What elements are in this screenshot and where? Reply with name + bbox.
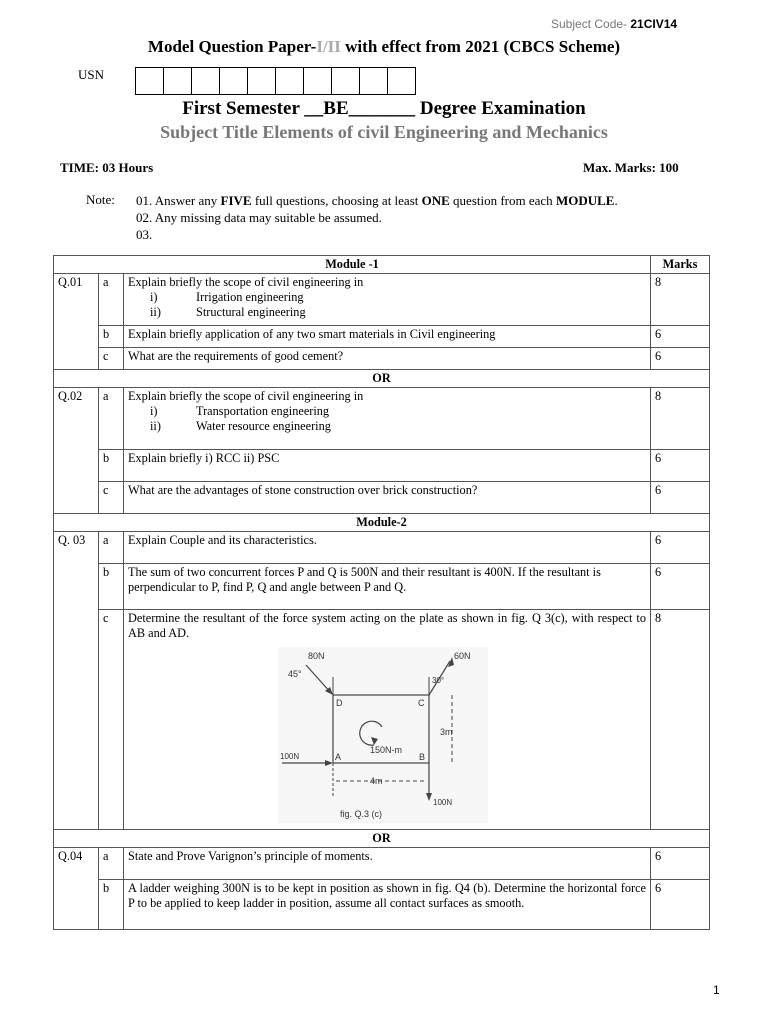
force-system-figure <box>278 647 488 823</box>
sub-item: ii) Structural engineering <box>150 305 306 319</box>
force-label: 100N <box>433 798 453 807</box>
marks-value: 6 <box>651 564 710 610</box>
table-row <box>54 532 710 564</box>
sub-item: i) Transportation engineering <box>150 404 330 418</box>
part-label: a <box>99 848 124 880</box>
usn-box[interactable] <box>332 68 360 94</box>
question-text: A ladder weighing 300N is to be kept in position as shown in fig. Q4 (b). Determine the horizontal force P to be applied to keep ladder in position, assume all contact surfaces as smooth. <box>124 880 651 930</box>
note-line-1: 01. Answer any FIVE full questions, choosing at least ONE question from each MODULE. <box>136 193 618 208</box>
marks-value: 8 <box>651 274 710 326</box>
module-2-heading: Module-2 <box>54 514 710 532</box>
marks-value: 6 <box>651 450 710 482</box>
question-text: The sum of two concurrent forces P and Q is 500N and their resultant is 400N. If the resultant is perpendicular to P, find P, Q and angle between P and Q. <box>124 564 651 610</box>
table-row <box>54 274 710 326</box>
marks-header: Marks <box>651 256 710 274</box>
dimension-label: 4m <box>370 776 383 786</box>
max-marks: Max. Marks: 100 <box>583 160 679 175</box>
table-row <box>54 482 710 514</box>
paper-title: Model Question Paper-I/II with effect from 2021 (CBCS Scheme) <box>147 37 621 56</box>
question-text: Explain briefly i) RCC ii) PSC <box>124 450 651 482</box>
marks-value: 6 <box>651 348 710 370</box>
corner-label: B <box>419 752 426 762</box>
table-row <box>54 610 710 830</box>
question-number: Q.02 <box>54 388 99 514</box>
part-label: b <box>99 564 124 610</box>
usn-label: USN <box>78 67 105 82</box>
or-divider: OR <box>54 830 710 848</box>
or-divider: OR <box>54 370 710 388</box>
marks-value: 8 <box>651 610 710 830</box>
figure-caption: fig. Q.3 (c) <box>340 809 383 819</box>
module-1-heading: Module -1 <box>54 256 651 274</box>
usn-boxes[interactable] <box>135 67 416 95</box>
marks-value: 6 <box>651 532 710 564</box>
question-line: Determine the resultant of the force system acting on the plate as shown in fig. Q 3(c), with respect to AB and AD. <box>128 611 646 640</box>
marks-value: 6 <box>651 326 710 348</box>
usn-box[interactable] <box>360 68 388 94</box>
question-text: Explain briefly application of any two smart materials in Civil engineering <box>124 326 651 348</box>
question-text <box>124 610 651 830</box>
usn-box[interactable] <box>136 68 164 94</box>
table-row <box>54 564 710 610</box>
figure-background <box>278 647 488 823</box>
part-label: a <box>99 532 124 564</box>
question-number: Q.04 <box>54 848 99 930</box>
part-label: c <box>99 610 124 830</box>
page-number: 1 <box>713 983 720 997</box>
note-lines <box>136 192 618 243</box>
dimension-label: 3m <box>440 727 453 737</box>
note-line-3: 03. <box>136 227 153 242</box>
usn-box[interactable] <box>164 68 192 94</box>
note-line-2: 02. Any missing data may suitable be assumed. <box>136 210 382 225</box>
question-text: What are the advantages of stone construction over brick construction? <box>124 482 651 514</box>
table-row <box>54 326 710 348</box>
subject-title: Subject Title Elements of civil Engineering and Mechanics <box>160 122 608 142</box>
part-label: b <box>99 880 124 930</box>
table-row <box>54 848 710 880</box>
note-label: Note: <box>86 192 115 207</box>
question-text <box>124 274 651 326</box>
question-text: What are the requirements of good cement? <box>124 348 651 370</box>
angle-label: 45° <box>288 669 302 679</box>
table-row <box>54 450 710 482</box>
sub-item: i) Irrigation engineering <box>150 290 304 304</box>
angle-label: 30° <box>432 676 445 685</box>
part-label: a <box>99 388 124 450</box>
question-text <box>124 388 651 450</box>
marks-value: 6 <box>651 482 710 514</box>
moment-label: 150N-m <box>370 745 403 755</box>
part-label: a <box>99 274 124 326</box>
module-header-row <box>54 256 710 274</box>
force-label: 80N <box>308 651 325 661</box>
marks-value: 6 <box>651 880 710 930</box>
or-row <box>54 370 710 388</box>
question-line: Explain briefly the scope of civil engineering in <box>128 389 364 403</box>
question-line: Explain briefly the scope of civil engineering in <box>128 275 364 289</box>
marks-value: 6 <box>651 848 710 880</box>
force-label: 100N <box>280 752 300 761</box>
marks-value: 8 <box>651 388 710 450</box>
usn-box[interactable] <box>220 68 248 94</box>
subject-code: Subject Code- 21CIV14 <box>551 17 678 31</box>
force-label: 60N <box>454 651 471 661</box>
part-label: c <box>99 348 124 370</box>
usn-box[interactable] <box>304 68 332 94</box>
module-row <box>54 514 710 532</box>
table-row <box>54 388 710 450</box>
usn-box[interactable] <box>192 68 220 94</box>
exam-time: TIME: 03 Hours <box>60 160 154 175</box>
sub-item: ii) Water resource engineering <box>150 419 331 433</box>
corner-label: D <box>336 698 343 708</box>
part-label: b <box>99 450 124 482</box>
question-text: State and Prove Varignon’s principle of moments. <box>124 848 651 880</box>
table-row <box>54 880 710 930</box>
question-table <box>53 255 710 930</box>
usn-box[interactable] <box>388 68 415 94</box>
question-text: Explain Couple and its characteristics. <box>124 532 651 564</box>
exam-title: First Semester __BE_______ Degree Examination <box>182 98 586 119</box>
usn-box[interactable] <box>276 68 304 94</box>
part-label: b <box>99 326 124 348</box>
corner-label: A <box>335 752 342 762</box>
corner-label: C <box>418 698 425 708</box>
usn-box[interactable] <box>248 68 276 94</box>
question-number: Q.01 <box>54 274 99 370</box>
table-row <box>54 348 710 370</box>
part-label: c <box>99 482 124 514</box>
or-row <box>54 830 710 848</box>
question-number: Q. 03 <box>54 532 99 830</box>
